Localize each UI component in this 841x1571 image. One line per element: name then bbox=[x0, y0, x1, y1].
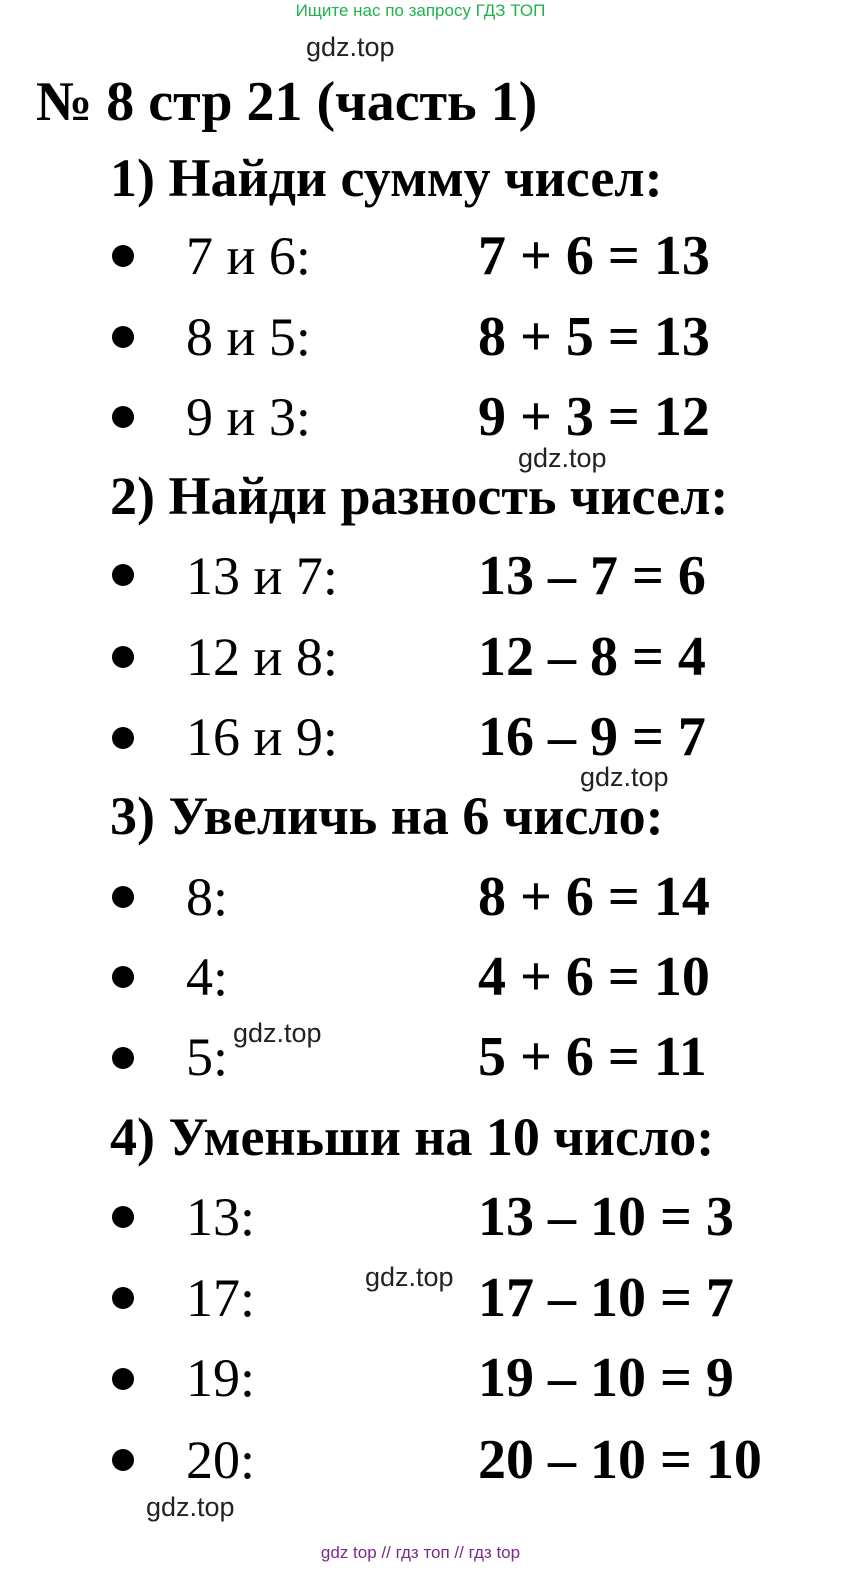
item-label: 16 и 9: bbox=[186, 707, 338, 767]
footer-text: gdz top // гдз топ // гдз top bbox=[320, 1543, 521, 1562]
item-label: 12 и 8: bbox=[186, 627, 338, 687]
watermark: gdz.top bbox=[233, 1018, 322, 1048]
item-equation: 9 + 3 = 12 bbox=[478, 386, 710, 448]
bullet bbox=[112, 646, 134, 668]
item-equation: 8 + 6 = 14 bbox=[478, 866, 710, 928]
item-label: 4: bbox=[186, 947, 229, 1007]
item-equation: 7 + 6 = 13 bbox=[478, 225, 710, 287]
bullet bbox=[112, 326, 134, 348]
section-heading-2: 2) Найди разность чисел: bbox=[110, 466, 729, 526]
item-equation: 20 – 10 = 10 bbox=[478, 1429, 762, 1491]
item-label: 20: bbox=[186, 1430, 256, 1490]
item-equation: 5 + 6 = 11 bbox=[478, 1026, 707, 1088]
item-equation: 17 – 10 = 7 bbox=[478, 1267, 734, 1329]
bullet bbox=[112, 1449, 134, 1471]
bullet bbox=[112, 406, 134, 428]
section-heading-3: 3) Увеличь на 6 число: bbox=[110, 786, 664, 846]
top-banner: Ищите нас по запросу ГДЗ ТОП bbox=[295, 1, 546, 20]
watermark: gdz.top bbox=[306, 32, 395, 62]
item-equation: 12 – 8 = 4 bbox=[478, 626, 706, 688]
bullet bbox=[112, 245, 134, 267]
bullet bbox=[112, 1287, 134, 1309]
bullet bbox=[112, 727, 134, 749]
bullet bbox=[112, 564, 134, 586]
item-label: 13: bbox=[186, 1187, 256, 1247]
item-label: 7 и 6: bbox=[186, 226, 311, 286]
item-label: 19: bbox=[186, 1348, 256, 1408]
item-label: 8 и 5: bbox=[186, 307, 311, 367]
section-heading-4: 4) Уменьши на 10 число: bbox=[110, 1107, 715, 1167]
item-label: 17: bbox=[186, 1268, 256, 1328]
item-label: 5: bbox=[186, 1027, 229, 1087]
watermark: gdz.top bbox=[518, 443, 607, 473]
item-label: 8: bbox=[186, 867, 229, 927]
page-title: № 8 стр 21 (часть 1) bbox=[36, 71, 538, 133]
bullet bbox=[112, 1206, 134, 1228]
item-equation: 4 + 6 = 10 bbox=[478, 946, 710, 1008]
item-equation: 13 – 10 = 3 bbox=[478, 1186, 734, 1248]
item-label: 13 и 7: bbox=[186, 546, 338, 606]
item-equation: 19 – 10 = 9 bbox=[478, 1347, 734, 1409]
bullet bbox=[112, 966, 134, 988]
bullet bbox=[112, 1368, 134, 1390]
bullet bbox=[112, 1047, 134, 1069]
watermark: gdz.top bbox=[580, 762, 669, 792]
item-equation: 16 – 9 = 7 bbox=[478, 706, 706, 768]
item-label: 9 и 3: bbox=[186, 387, 311, 447]
section-heading-1: 1) Найди сумму чисел: bbox=[110, 148, 663, 208]
watermark: gdz.top bbox=[146, 1492, 235, 1522]
item-equation: 13 – 7 = 6 bbox=[478, 545, 706, 607]
watermark: gdz.top bbox=[365, 1262, 454, 1292]
bullet bbox=[112, 886, 134, 908]
item-equation: 8 + 5 = 13 bbox=[478, 306, 710, 368]
